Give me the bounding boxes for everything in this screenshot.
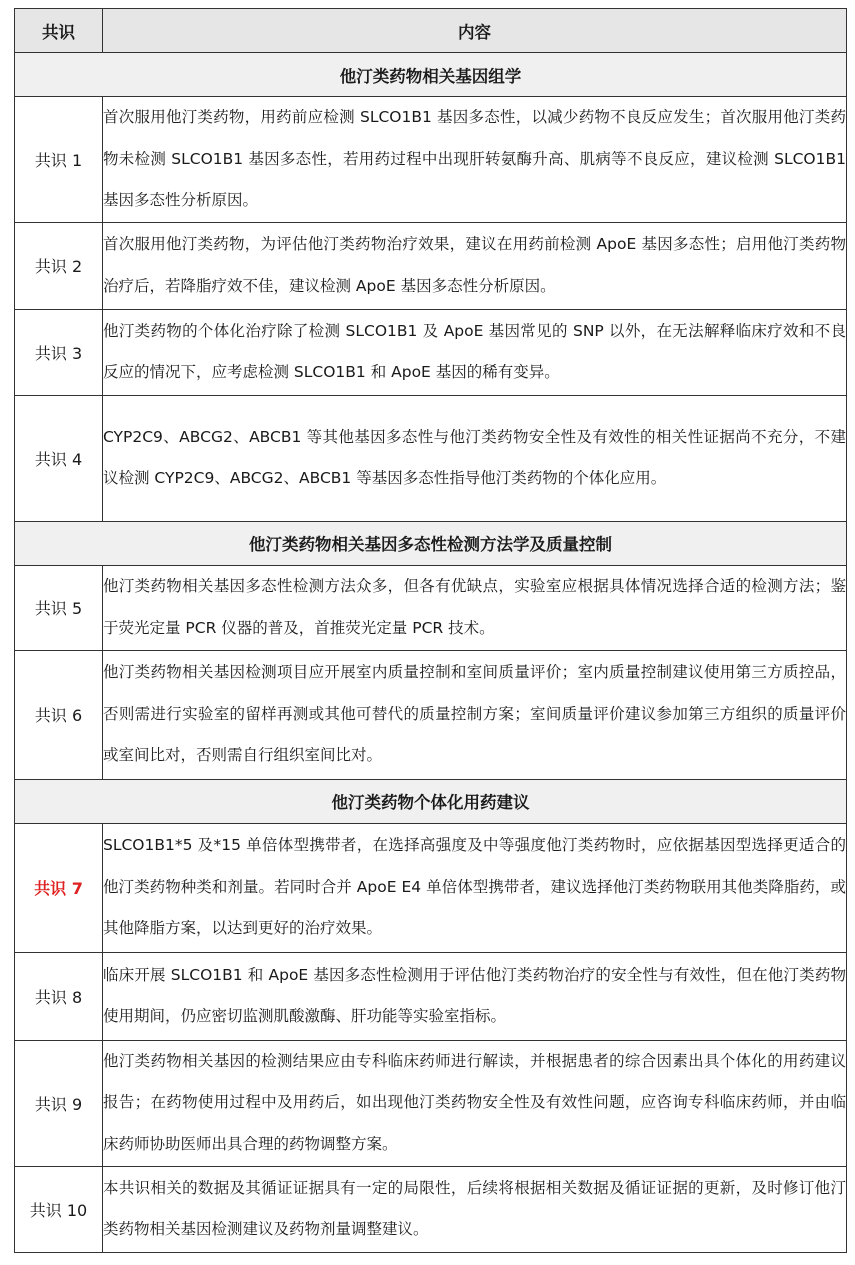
consensus-text: 首次服用他汀类药物，用药前应检测 SLCO1B1 基因多态性，以减少药物不良反应发生；首次服用他汀类药物未检测 SLCO1B1 基因多态性，若用药过程中出现肝转氨酶升高、肌病等不良反应，建议检测 SLCO1B1 基因多态性分析原因。 xyxy=(103,97,847,223)
consensus-text: 他汀类药物相关基因的检测结果应由专科临床药师进行解读，并根据患者的综合因素出具个体化的用药建议报告；在药物使用过程中及用药后，如出现他汀类药物安全性及有效性问题，应咨询专科临床药师，并由临床药师协助医师出具合理的药物调整方案。 xyxy=(103,1040,847,1166)
table-row xyxy=(15,97,847,223)
consensus-label: 共识 3 xyxy=(15,309,103,395)
section-title: 他汀类药物个体化用药建议 xyxy=(15,779,847,823)
table-row xyxy=(15,1166,847,1252)
consensus-label: 共识 2 xyxy=(15,222,103,309)
section-row xyxy=(15,53,847,97)
consensus-table xyxy=(14,8,847,1253)
consensus-text: 他汀类药物的个体化治疗除了检测 SLCO1B1 及 ApoE 基因常见的 SNP 以外，在无法解释临床疗效和不良反应的情况下，应考虑检测 SLCO1B1 和 ApoE 基因的稀有变异。 xyxy=(103,309,847,395)
consensus-label: 共识 7 xyxy=(15,823,103,952)
header-content: 内容 xyxy=(103,9,847,53)
table-row xyxy=(15,565,847,650)
table-row xyxy=(15,1040,847,1166)
consensus-label: 共识 5 xyxy=(15,565,103,650)
consensus-label: 共识 8 xyxy=(15,952,103,1040)
table-row xyxy=(15,823,847,952)
table-row xyxy=(15,222,847,309)
consensus-label: 共识 10 xyxy=(15,1166,103,1252)
consensus-label: 共识 6 xyxy=(15,650,103,779)
consensus-text: CYP2C9、ABCG2、ABCB1 等其他基因多态性与他汀类药物安全性及有效性的相关性证据尚不充分，不建议检测 CYP2C9、ABCG2、ABCB1 等基因多态性指导他汀类药物的个体化应用。 xyxy=(103,395,847,521)
consensus-text: 他汀类药物相关基因多态性检测方法众多，但各有优缺点，实验室应根据具体情况选择合适的检测方法；鉴于荧光定量 PCR 仪器的普及，首推荧光定量 PCR 技术。 xyxy=(103,565,847,650)
table-row xyxy=(15,395,847,521)
consensus-text: 临床开展 SLCO1B1 和 ApoE 基因多态性检测用于评估他汀类药物治疗的安全性与有效性，但在他汀类药物使用期间，仍应密切监测肌酸激酶、肝功能等实验室指标。 xyxy=(103,952,847,1040)
consensus-text: 本共识相关的数据及其循证证据具有一定的局限性，后续将根据相关数据及循证证据的更新，及时修订他汀类药物相关基因检测建议及药物剂量调整建议。 xyxy=(103,1166,847,1252)
table-row xyxy=(15,952,847,1040)
consensus-text: 他汀类药物相关基因检测项目应开展室内质量控制和室间质量评价；室内质量控制建议使用第三方质控品，否则需进行实验室的留样再测或其他可替代的质量控制方案；室间质量评价建议参加第三方组织的质量评价或室间比对，否则需自行组织室间比对。 xyxy=(103,650,847,779)
table-row xyxy=(15,309,847,395)
section-title: 他汀类药物相关基因组学 xyxy=(15,53,847,97)
consensus-label: 共识 1 xyxy=(15,97,103,223)
section-row xyxy=(15,779,847,823)
consensus-text: 首次服用他汀类药物，为评估他汀类药物治疗效果，建议在用药前检测 ApoE 基因多态性；启用他汀类药物治疗后，若降脂疗效不佳，建议检测 ApoE 基因多态性分析原因。 xyxy=(103,222,847,309)
consensus-label: 共识 9 xyxy=(15,1040,103,1166)
consensus-text: SLCO1B1*5 及*15 单倍体型携带者，在选择高强度及中等强度他汀类药物时，应依据基因型选择更适合的他汀类药物种类和剂量。若同时合并 ApoE E4 单倍体型携带者，建议选择他汀类药物联用其他类降脂药，或其他降脂方案，以达到更好的治疗效果。 xyxy=(103,823,847,952)
header-consensus: 共识 xyxy=(15,9,103,53)
section-row xyxy=(15,521,847,565)
table-header-row xyxy=(15,9,847,53)
section-title: 他汀类药物相关基因多态性检测方法学及质量控制 xyxy=(15,521,847,565)
table-row xyxy=(15,650,847,779)
consensus-label: 共识 4 xyxy=(15,395,103,521)
